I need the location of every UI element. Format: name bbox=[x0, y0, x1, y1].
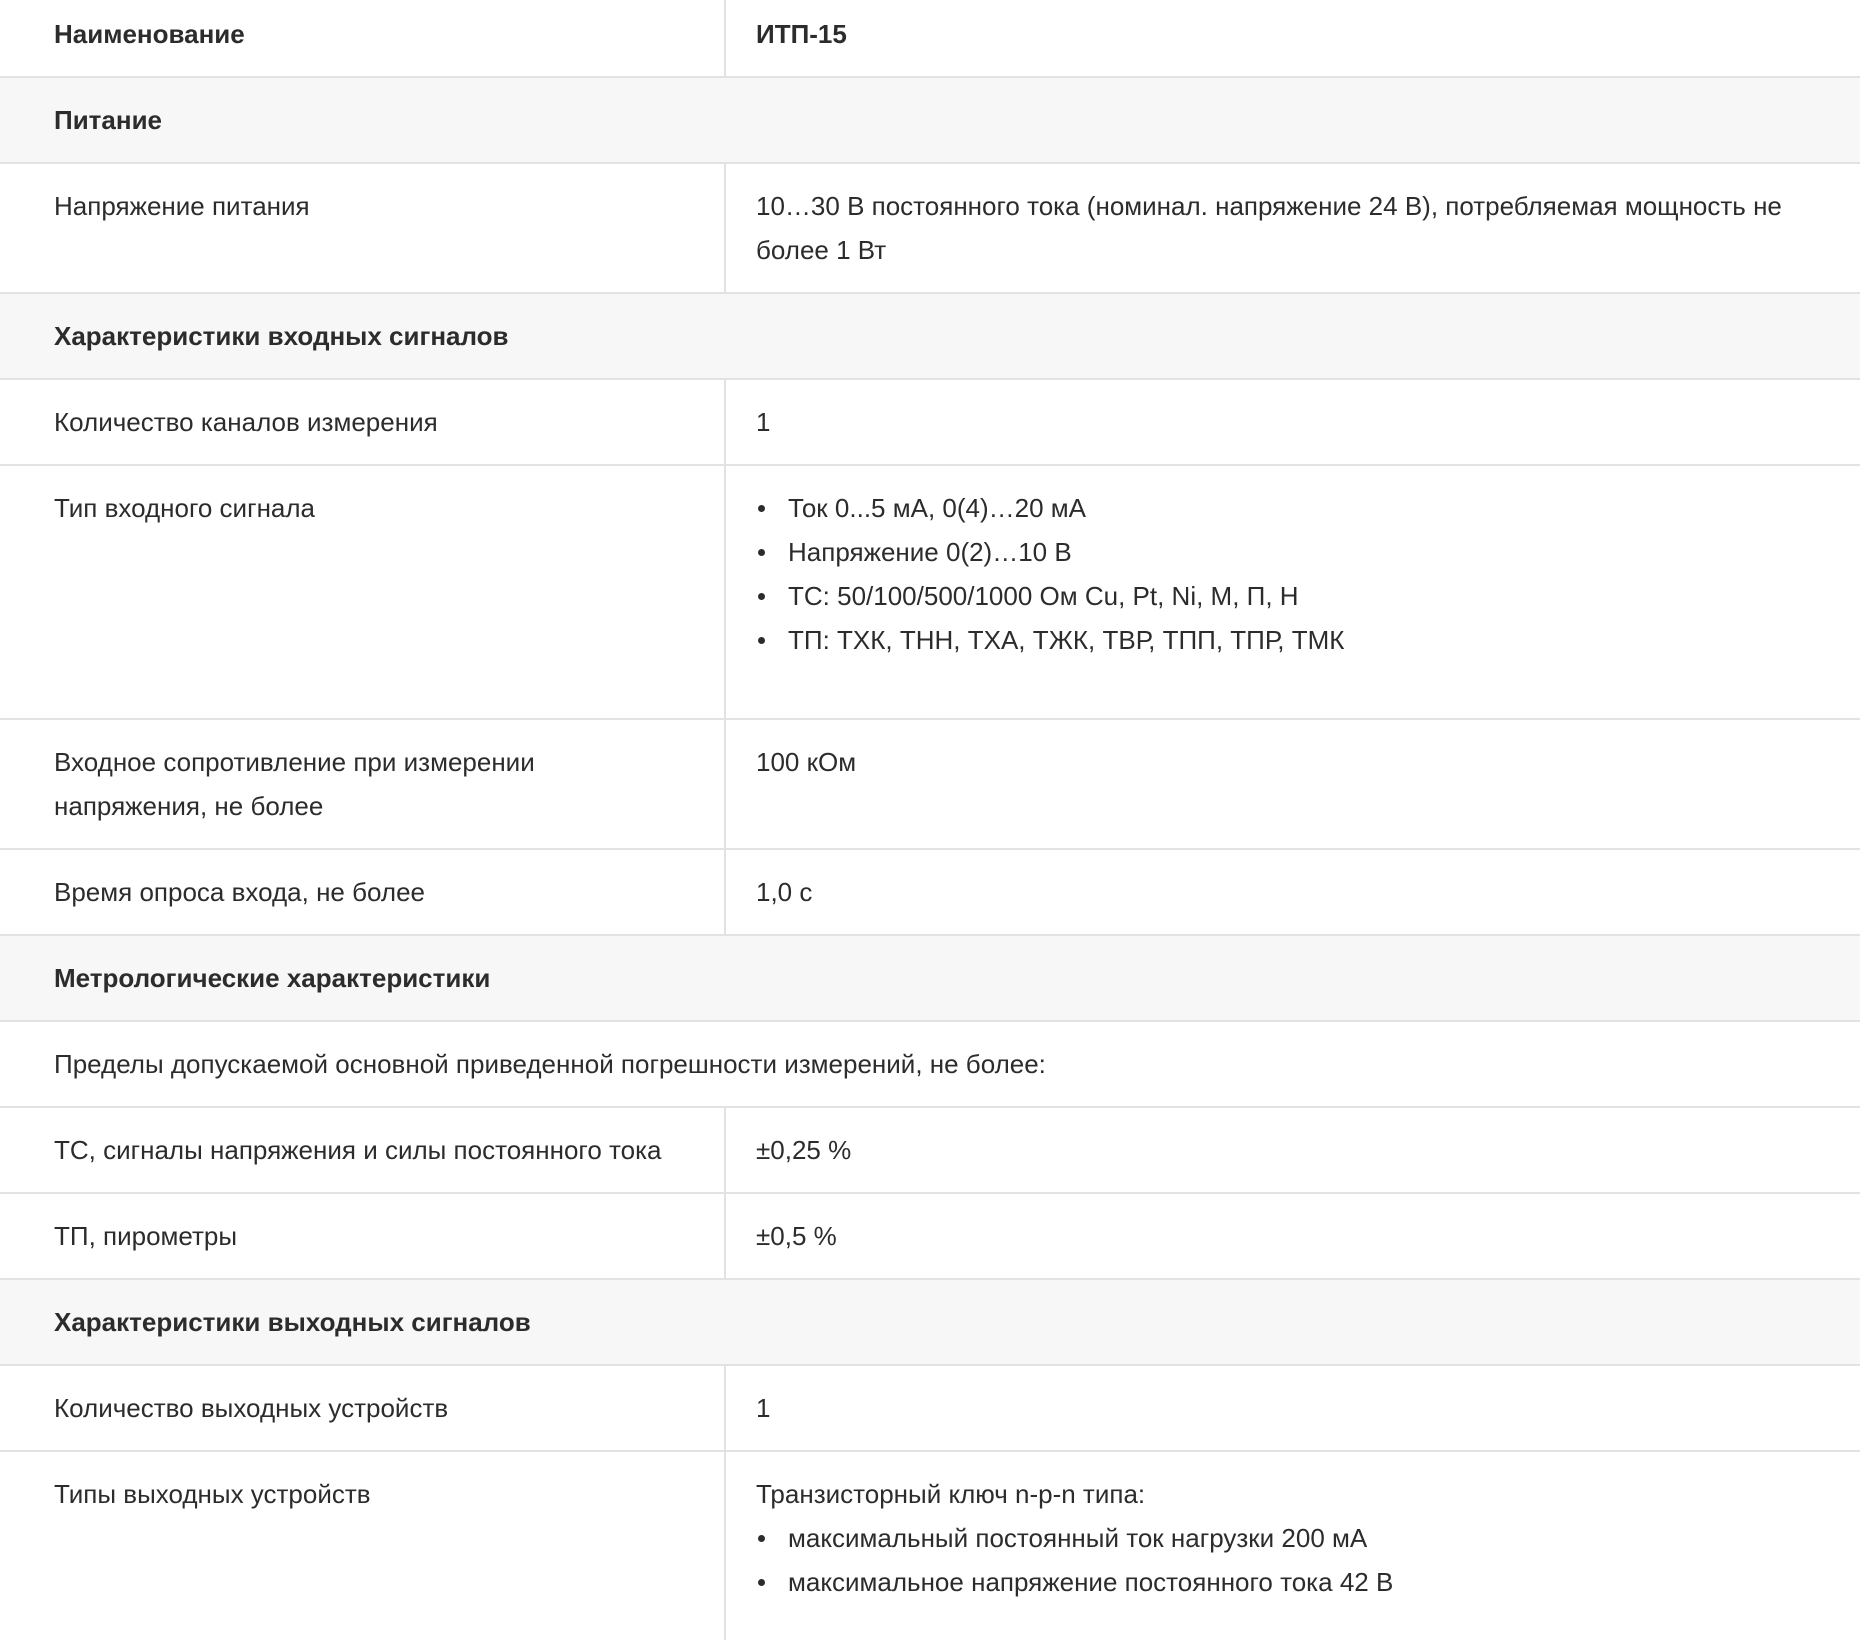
signal-type-value bbox=[725, 465, 1860, 719]
output-count-label: Количество выходных устройств bbox=[0, 1365, 725, 1451]
section-title-power: Питание bbox=[0, 77, 1860, 163]
table-row-error-limits bbox=[0, 1021, 1860, 1107]
name-value: ИТП-15 bbox=[725, 0, 1860, 77]
section-power bbox=[0, 77, 1860, 163]
input-resistance-label: Входное сопротивление при измерении напряжения, не более bbox=[0, 719, 725, 849]
list-item: Напряжение 0(2)…10 В bbox=[788, 530, 1806, 574]
tp-error-label: ТП, пирометры bbox=[0, 1193, 725, 1279]
output-types-intro: Транзисторный ключ n-p-n типа: bbox=[756, 1479, 1146, 1509]
section-title-metrology: Метрологические характеристики bbox=[0, 935, 1860, 1021]
signal-type-list bbox=[756, 486, 1806, 662]
signal-type-label: Тип входного сигнала bbox=[0, 465, 725, 719]
section-inputs bbox=[0, 293, 1860, 379]
table-row-tc-error bbox=[0, 1107, 1860, 1193]
output-count-value: 1 bbox=[725, 1365, 1860, 1451]
list-item: максимальный постоянный ток нагрузки 200 мА bbox=[788, 1516, 1806, 1560]
poll-time-label: Время опроса входа, не более bbox=[0, 849, 725, 935]
supply-voltage-label: Напряжение питания bbox=[0, 163, 725, 293]
list-item: ТП: ТХК, ТНН, ТХА, ТЖК, ТВР, ТПП, ТПР, ТМК bbox=[788, 618, 1806, 662]
table-row-channels bbox=[0, 379, 1860, 465]
list-item: максимальное напряжение постоянного тока 42 В bbox=[788, 1560, 1806, 1604]
table-row-output-types bbox=[0, 1451, 1860, 1640]
channels-label: Количество каналов измерения bbox=[0, 379, 725, 465]
error-limits-text: Пределы допускаемой основной приведенной погрешности измерений, не более: bbox=[0, 1021, 1860, 1107]
output-types-value bbox=[725, 1451, 1860, 1640]
supply-voltage-value: 10…30 В постоянного тока (номинал. напряжение 24 В), потребляемая мощность не более 1 Вт bbox=[725, 163, 1860, 293]
section-title-outputs: Характеристики выходных сигналов bbox=[0, 1279, 1860, 1365]
tp-error-value: ±0,5 % bbox=[725, 1193, 1860, 1279]
output-types-label: Типы выходных устройств bbox=[0, 1451, 725, 1640]
table-row-output-count bbox=[0, 1365, 1860, 1451]
channels-value: 1 bbox=[725, 379, 1860, 465]
poll-time-value: 1,0 с bbox=[725, 849, 1860, 935]
list-item: ТС: 50/100/500/1000 Ом Cu, Pt, Ni, М, П, Н bbox=[788, 574, 1806, 618]
tc-error-value: ±0,25 % bbox=[725, 1107, 1860, 1193]
table-row-supply-voltage bbox=[0, 163, 1860, 293]
list-item: Ток 0...5 мА, 0(4)…20 мА bbox=[788, 486, 1806, 530]
section-metrology bbox=[0, 935, 1860, 1021]
section-outputs bbox=[0, 1279, 1860, 1365]
tc-error-label: ТС, сигналы напряжения и силы постоянного тока bbox=[0, 1107, 725, 1193]
input-resistance-value: 100 кОм bbox=[725, 719, 1860, 849]
output-types-list bbox=[756, 1516, 1806, 1604]
section-title-inputs: Характеристики входных сигналов bbox=[0, 293, 1860, 379]
table-row-tp-error bbox=[0, 1193, 1860, 1279]
table-row-signal-type bbox=[0, 465, 1860, 719]
table-row-input-resistance bbox=[0, 719, 1860, 849]
table-row-name bbox=[0, 0, 1860, 77]
name-label: Наименование bbox=[0, 0, 725, 77]
table-row-poll-time bbox=[0, 849, 1860, 935]
